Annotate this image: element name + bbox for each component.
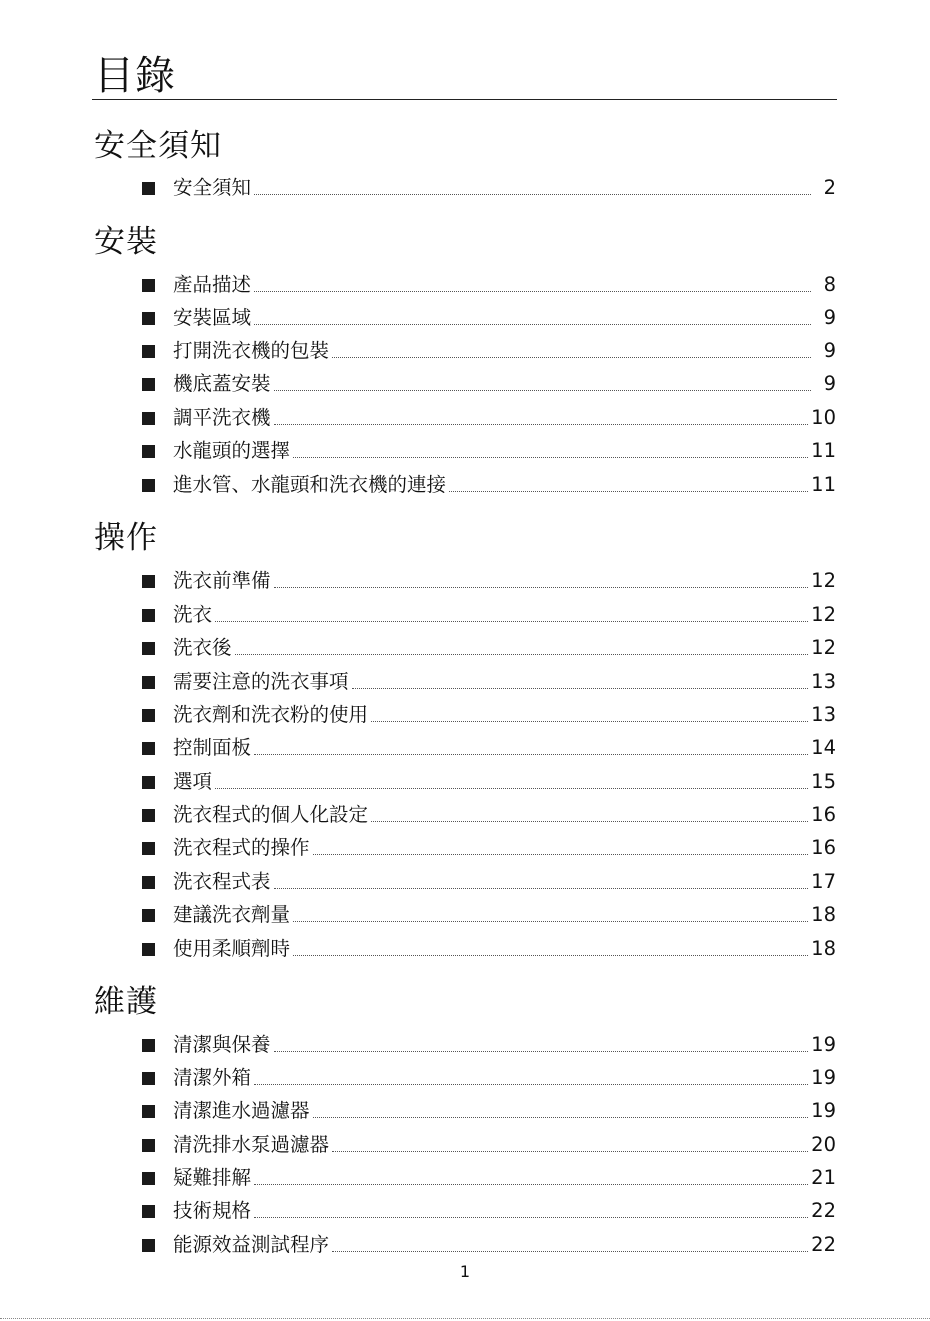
toc-entry-title: 清洗排水泵過濾器 [173, 1133, 330, 1156]
toc-entry-page: 13 [811, 703, 836, 726]
toc-entry-page: 18 [811, 937, 836, 960]
toc-entry-title: 清潔進水過濾器 [173, 1099, 310, 1122]
dot-leader [254, 1217, 808, 1218]
square-bullet-icon [142, 676, 155, 689]
square-bullet-icon [142, 842, 155, 855]
dot-leader [215, 788, 808, 789]
square-bullet-icon [142, 809, 155, 822]
dot-leader [274, 1051, 809, 1052]
toc-entry[interactable] [142, 733, 836, 763]
section-heading-maintenance: 維護 [94, 984, 158, 1020]
toc-entry[interactable] [142, 173, 836, 203]
dot-leader [371, 721, 808, 722]
square-bullet-icon [142, 876, 155, 889]
toc-entry-title: 安裝區域 [173, 306, 252, 329]
square-bullet-icon [142, 609, 155, 622]
toc-entry[interactable] [142, 700, 836, 730]
dot-leader [293, 921, 808, 922]
toc-entry-title: 選項 [173, 770, 213, 793]
toc-entry-page: 11 [811, 473, 836, 496]
toc-entry-page: 9 [823, 306, 836, 329]
toc-entry-title: 建議洗衣劑量 [173, 903, 291, 926]
square-bullet-icon [142, 312, 155, 325]
toc-entry[interactable] [142, 1130, 836, 1160]
toc-entry[interactable] [142, 1230, 836, 1260]
toc-entry[interactable] [142, 900, 836, 930]
toc-entry-page: 19 [811, 1033, 836, 1056]
square-bullet-icon [142, 1239, 155, 1252]
dot-leader [313, 1117, 809, 1118]
toc-entry-page: 10 [811, 406, 836, 429]
toc-entry-page: 14 [811, 736, 836, 759]
dot-leader [254, 291, 811, 292]
square-bullet-icon [142, 1072, 155, 1085]
square-bullet-icon [142, 445, 155, 458]
section-heading-safety: 安全須知 [94, 128, 222, 164]
dot-leader [274, 888, 809, 889]
toc-entry[interactable] [142, 403, 836, 433]
toc-entry[interactable] [142, 1163, 836, 1193]
toc-entry-title: 洗衣劑和洗衣粉的使用 [173, 703, 369, 726]
dot-leader [254, 194, 811, 195]
toc-entry[interactable] [142, 1096, 836, 1126]
square-bullet-icon [142, 1139, 155, 1152]
toc-entry-page: 22 [811, 1233, 836, 1256]
square-bullet-icon [142, 412, 155, 425]
bottom-dotted-border [0, 1318, 930, 1319]
dot-leader [254, 1184, 808, 1185]
toc-entry-page: 12 [811, 636, 836, 659]
toc-entry-title: 洗衣 [173, 603, 213, 626]
square-bullet-icon [142, 642, 155, 655]
square-bullet-icon [142, 182, 155, 195]
toc-entry-page: 22 [811, 1199, 836, 1222]
dot-leader [449, 491, 808, 492]
toc-entry-title: 進水管、水龍頭和洗衣機的連接 [173, 473, 447, 496]
toc-entry-title: 洗衣程式表 [173, 870, 271, 893]
toc-entry-title: 產品描述 [173, 273, 252, 296]
dot-leader [254, 1084, 808, 1085]
square-bullet-icon [142, 479, 155, 492]
title-divider [92, 99, 837, 100]
toc-entry[interactable] [142, 1196, 836, 1226]
toc-entry[interactable] [142, 767, 836, 797]
toc-entry-page: 20 [811, 1133, 836, 1156]
toc-entry[interactable] [142, 270, 836, 300]
square-bullet-icon [142, 1172, 155, 1185]
toc-entry-title: 洗衣前準備 [173, 569, 271, 592]
toc-entry[interactable] [142, 336, 836, 366]
toc-entry[interactable] [142, 470, 836, 500]
dot-leader [332, 357, 811, 358]
toc-entry-title: 清潔外箱 [173, 1066, 252, 1089]
toc-entry[interactable] [142, 566, 836, 596]
toc-entry-page: 16 [811, 836, 836, 859]
toc-entry[interactable] [142, 436, 836, 466]
toc-entry-page: 17 [811, 870, 836, 893]
page-number: 1 [459, 1262, 471, 1281]
toc-entry-title: 需要注意的洗衣事項 [173, 670, 349, 693]
toc-entry-title: 技術規格 [173, 1199, 252, 1222]
toc-entry[interactable] [142, 800, 836, 830]
section-heading-operation: 操作 [94, 520, 158, 556]
dot-leader [235, 654, 809, 655]
toc-entry-title: 控制面板 [173, 736, 252, 759]
toc-entry-title: 清潔與保養 [173, 1033, 271, 1056]
toc-entry-title: 安全須知 [173, 176, 252, 199]
toc-entry-page: 15 [811, 770, 836, 793]
toc-entry-title: 能源效益測試程序 [173, 1233, 330, 1256]
toc-entry-title: 洗衣程式的操作 [173, 836, 310, 859]
toc-entry-title: 調平洗衣機 [173, 406, 271, 429]
square-bullet-icon [142, 776, 155, 789]
toc-entry-page: 11 [811, 439, 836, 462]
dot-leader [293, 955, 808, 956]
dot-leader [274, 390, 811, 391]
toc-entry-page: 19 [811, 1066, 836, 1089]
dot-leader [254, 324, 811, 325]
dot-leader [352, 688, 809, 689]
square-bullet-icon [142, 1205, 155, 1218]
toc-entry-page: 2 [823, 176, 836, 199]
dot-leader [215, 621, 808, 622]
dot-leader [254, 754, 808, 755]
square-bullet-icon [142, 378, 155, 391]
toc-entry[interactable] [142, 633, 836, 663]
dot-leader [332, 1251, 808, 1252]
toc-entry[interactable] [142, 934, 836, 964]
toc-entry-title: 洗衣程式的個人化設定 [173, 803, 369, 826]
section-heading-installation: 安裝 [94, 224, 158, 260]
toc-entry[interactable] [142, 600, 836, 630]
square-bullet-icon [142, 1105, 155, 1118]
toc-entry[interactable] [142, 303, 836, 333]
toc-entry-page: 8 [823, 273, 836, 296]
square-bullet-icon [142, 742, 155, 755]
square-bullet-icon [142, 345, 155, 358]
toc-entry[interactable] [142, 867, 836, 897]
toc-entry-page: 21 [811, 1166, 836, 1189]
toc-entry-page: 18 [811, 903, 836, 926]
toc-entry[interactable] [142, 1063, 836, 1093]
toc-entry-title: 洗衣後 [173, 636, 232, 659]
toc-entry-page: 13 [811, 670, 836, 693]
page-title: 目錄 [94, 53, 176, 99]
dot-leader [293, 457, 808, 458]
toc-entry-page: 16 [811, 803, 836, 826]
toc-entry[interactable] [142, 667, 836, 697]
square-bullet-icon [142, 1039, 155, 1052]
toc-entry-page: 12 [811, 569, 836, 592]
toc-entry[interactable] [142, 1030, 836, 1060]
square-bullet-icon [142, 575, 155, 588]
toc-entry-page: 19 [811, 1099, 836, 1122]
toc-entry-page: 9 [823, 372, 836, 395]
toc-entry-title: 打開洗衣機的包裝 [173, 339, 330, 362]
dot-leader [274, 424, 809, 425]
dot-leader [332, 1151, 808, 1152]
toc-entry-title: 使用柔順劑時 [173, 937, 291, 960]
toc-entry-page: 12 [811, 603, 836, 626]
square-bullet-icon [142, 943, 155, 956]
toc-entry-page: 9 [823, 339, 836, 362]
square-bullet-icon [142, 709, 155, 722]
dot-leader [313, 854, 809, 855]
square-bullet-icon [142, 909, 155, 922]
dot-leader [371, 821, 808, 822]
dot-leader [274, 587, 809, 588]
toc-entry[interactable] [142, 369, 836, 399]
toc-entry-title: 機底蓋安裝 [173, 372, 271, 395]
toc-entry[interactable] [142, 833, 836, 863]
square-bullet-icon [142, 279, 155, 292]
toc-entry-title: 水龍頭的選擇 [173, 439, 291, 462]
toc-entry-title: 疑難排解 [173, 1166, 252, 1189]
